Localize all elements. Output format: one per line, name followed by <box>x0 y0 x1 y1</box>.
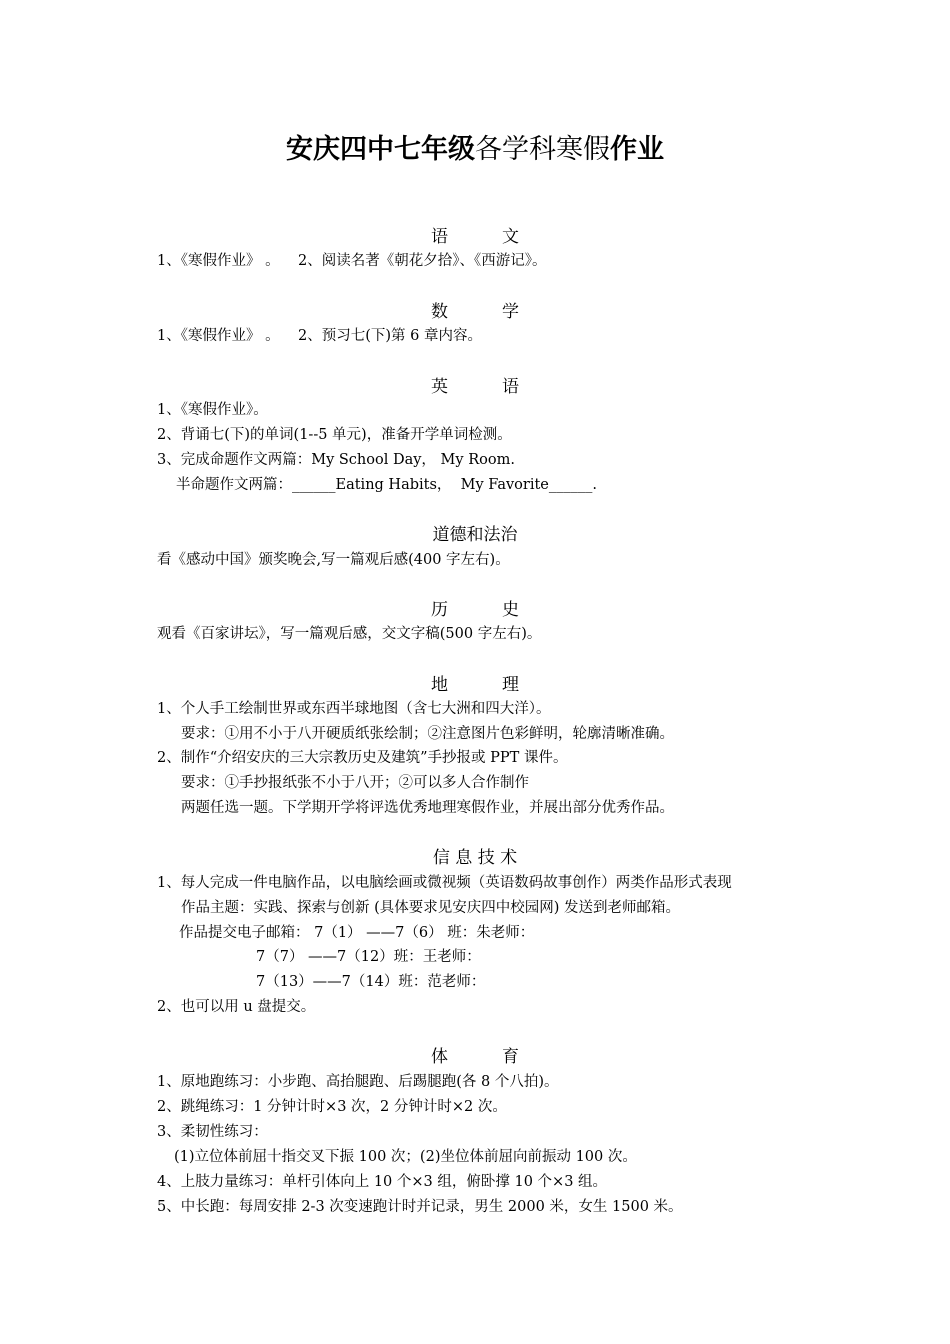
geography-line: 1、个人手工绘制世界或东西半球地图（含七大洲和四大洋）。 <box>157 701 551 717</box>
english-line: 半命题作文两篇：______Eating Habits， My Favorite______. <box>176 477 597 493</box>
title-part-2: 各学科寒假 <box>475 134 610 165</box>
chinese-line: 1、《寒假作业》 。 2、阅读名著《朝花夕拾》、《西游记》。 <box>157 253 547 269</box>
math-line: 1、《寒假作业》 。 2、预习七(下)第 6 章内容。 <box>157 328 483 344</box>
it-line: 1、每人完成一件电脑作品，以电脑绘画或微视频（英语数码故事创作）两类作品形式表现 <box>157 875 732 891</box>
pe-line: 5、中长跑：每周安排 2-3 次变速跑计时并记录，男生 2000 米，女生 1500 米。 <box>157 1199 683 1215</box>
section-heading-history: 历 史 <box>430 600 520 620</box>
pe-line: (1)立位体前屈十指交叉下振 100 次；(2)坐位体前屈向前振动 100 次。 <box>174 1149 637 1165</box>
title-part-3: 作业 <box>610 134 664 165</box>
section-heading-geography: 地 理 <box>430 675 520 695</box>
morality-line: 看《感动中国》颁奖晚会,写一篇观后感(400 字左右)。 <box>157 552 510 568</box>
pe-line: 1、原地跑练习：小步跑、高抬腿跑、后踢腿跑(各 8 个八拍)。 <box>157 1074 559 1090</box>
geography-line: 要求：①用不小于八开硬质纸张绘制；②注意图片色彩鲜明，轮廓清晰准确。 <box>181 726 674 742</box>
english-line: 2、背诵七(下)的单词(1--5 单元)，准备开学单词检测。 <box>157 427 512 443</box>
it-line: 作品提交电子邮箱： 7（1） ——7（6） 班：朱老师： <box>179 925 535 941</box>
section-heading-pe: 体 育 <box>430 1047 520 1067</box>
section-heading-chinese: 语 文 <box>430 227 520 247</box>
geography-line: 两题任选一题。下学期开学将评选优秀地理寒假作业，并展出部分优秀作品。 <box>181 800 674 816</box>
geography-line: 2、制作“介绍安庆的三大宗教历史及建筑”手抄报或 PPT 课件。 <box>157 750 568 766</box>
it-line: 作品主题：实践、探索与创新 (具体要求见安庆四中校园网) 发送到老师邮箱。 <box>181 900 681 916</box>
english-line: 3、完成命题作文两篇：My School Day， My Room. <box>157 452 515 468</box>
geography-line: 要求：①手抄报纸张不小于八开；②可以多人合作制作 <box>181 775 529 791</box>
it-line: 2、也可以用 u 盘提交。 <box>157 999 316 1015</box>
pe-line: 3、柔韧性练习： <box>157 1124 268 1140</box>
title-part-1: 安庆四中七年级 <box>286 134 475 165</box>
section-heading-english: 英 语 <box>430 377 520 397</box>
pe-line: 2、跳绳练习：1 分钟计时×3 次，2 分钟计时×2 次。 <box>157 1099 507 1115</box>
page-title <box>0 130 950 170</box>
it-line: 7（7） ——7（12）班：王老师： <box>256 949 481 965</box>
history-line: 观看《百家讲坛》，写一篇观后感，交文字稿(500 字左右)。 <box>157 626 542 642</box>
section-heading-math: 数 学 <box>430 302 520 322</box>
it-line: 7（13）——7（14）班：范老师： <box>256 974 486 990</box>
section-heading-it: 信 息 技 术 <box>432 848 518 868</box>
pe-line: 4、上肢力量练习：单杆引体向上 10 个×3 组，俯卧撑 10 个×3 组。 <box>157 1174 608 1190</box>
section-heading-morality: 道德和法治 <box>432 525 518 545</box>
english-line: 1、《寒假作业》。 <box>157 402 268 418</box>
